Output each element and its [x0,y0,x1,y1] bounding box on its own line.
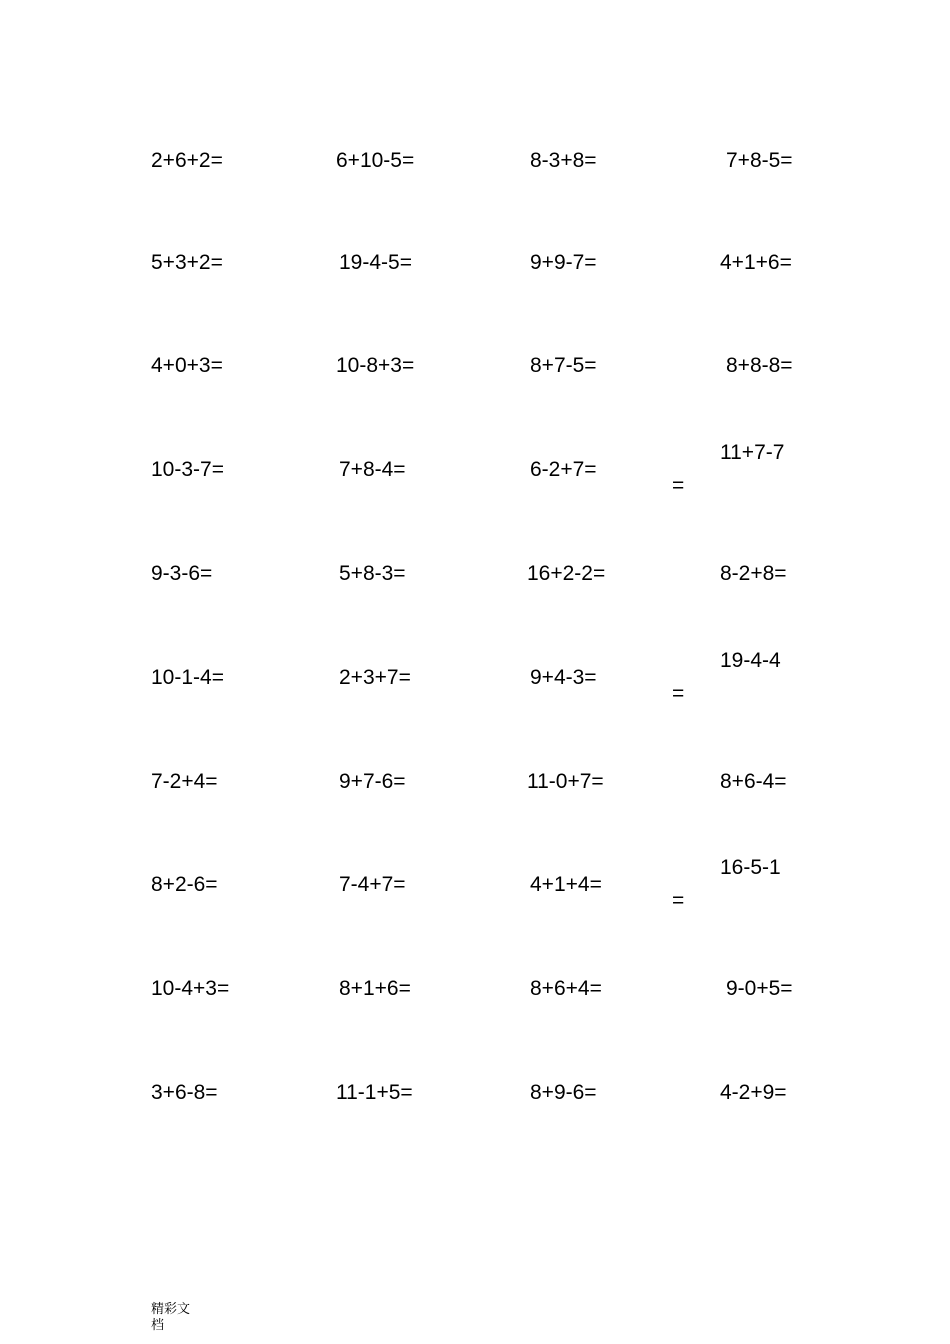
problem-r7-c4: 8+6-4= [720,770,787,793]
problem-r6-c1: 10-1-4= [151,666,224,689]
problem-r1-c3: 8-3+8= [530,149,597,172]
problem-r4-c1: 10-3-7= [151,458,224,481]
problem-r3-c4: 8+8-8= [726,354,793,377]
problem-r2-c4: 4+1+6= [720,251,792,274]
problem-r3-c3: 8+7-5= [530,354,597,377]
problem-r5-c3: 16+2-2= [527,562,606,585]
problem-r4-c2: 7+8-4= [339,458,406,481]
problem-r2-c2: 19-4-5= [339,251,412,274]
problem-r3-c1: 4+0+3= [151,354,223,377]
problem-r6-c4: 19-4-4 [720,649,781,672]
problem-r8-c3: 4+1+4= [530,873,602,896]
footer-line-2: 档 [151,1318,165,1333]
problem-row-2 [0,251,950,311]
problem-r4-c4: 11+7-7 [720,441,785,464]
problem-r7-c1: 7-2+4= [151,770,218,793]
problem-r9-c1: 10-4+3= [151,977,230,1000]
problem-row-10 [0,1081,950,1141]
problem-r4-c3: 6-2+7= [530,458,597,481]
problem-r10-c3: 8+9-6= [530,1081,597,1104]
problem-r1-c2: 6+10-5= [336,149,415,172]
problem-r2-c1: 5+3+2= [151,251,223,274]
problem-r5-c2: 5+8-3= [339,562,406,585]
problem-row-6 [0,649,950,726]
problem-r10-c2: 11-1+5= [336,1081,413,1104]
problem-r5-c1: 9-3-6= [151,562,213,585]
problem-r8-c4: 16-5-1 [720,856,781,879]
problem-r1-c1: 2+6+2= [151,149,223,172]
problem-row-5 [0,562,950,622]
problem-row-4 [0,441,950,518]
problem-r2-c3: 9+9-7= [530,251,597,274]
problem-r3-c2: 10-8+3= [336,354,415,377]
split-equals-r6: = [672,682,685,705]
split-equals-r4: = [672,474,685,497]
split-equals-r8: = [672,889,685,912]
problem-r9-c4: 9-0+5= [726,977,793,1000]
problem-r7-c2: 9+7-6= [339,770,406,793]
problem-r5-c4: 8-2+8= [720,562,787,585]
problem-row-1 [0,149,950,209]
problem-r10-c1: 3+6-8= [151,1081,218,1104]
footer-line-1: 精彩文 [151,1302,191,1317]
problem-r6-c2: 2+3+7= [339,666,411,689]
problem-r9-c3: 8+6+4= [530,977,602,1000]
problem-row-8 [0,856,950,933]
problem-r8-c1: 8+2-6= [151,873,218,896]
problem-row-7 [0,770,950,830]
problem-r9-c2: 8+1+6= [339,977,411,1000]
problem-r8-c2: 7-4+7= [339,873,406,896]
footer-label [151,1302,201,1334]
problem-row-3 [0,354,950,414]
problem-r6-c3: 9+4-3= [530,666,597,689]
problem-r10-c4: 4-2+9= [720,1081,787,1104]
problem-r7-c3: 11-0+7= [527,770,604,793]
problem-row-9 [0,977,950,1037]
problem-r1-c4: 7+8-5= [726,149,793,172]
